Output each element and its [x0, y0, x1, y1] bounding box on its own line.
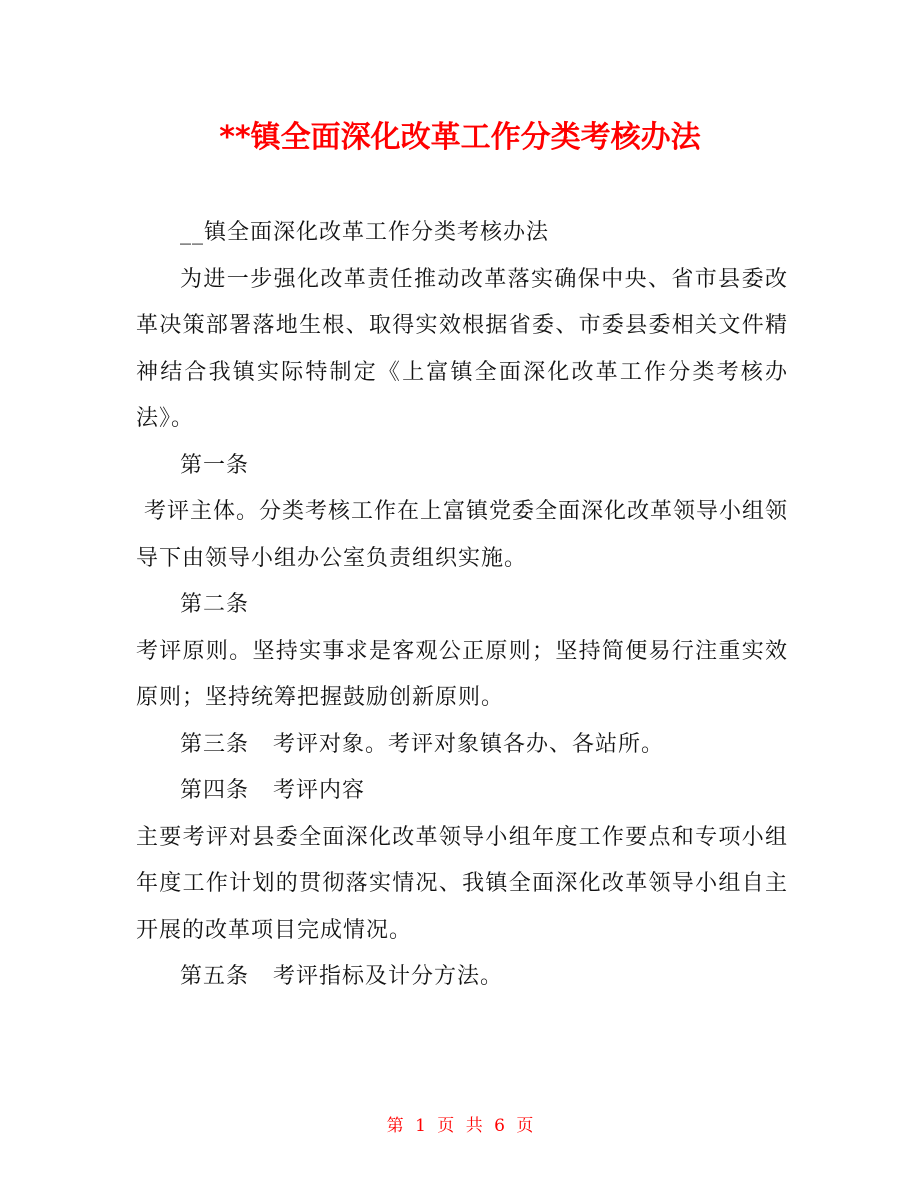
article-4-body: 主要考评对县委全面深化改革领导小组年度工作要点和专项小组年度工作计划的贯彻落实情况、我镇全面深化改革领导小组自主开展的改革项目完成情况。	[136, 824, 788, 943]
paragraph-subtitle: __镇全面深化改革工作分类考核办法	[180, 220, 550, 245]
article-2-body: 考评原则。坚持实事求是客观公正原则；坚持简便易行注重实效原则；坚持统筹把握鼓励创新原则。	[136, 638, 788, 710]
document-title: **镇全面深化改革工作分类考核办法	[219, 120, 701, 155]
article-1-body: 考评主体。分类考核工作在上富镇党委全面深化改革领导小组领导下由领导小组办公室负责组织实施。	[136, 499, 789, 571]
article-3: 第三条 考评对象。考评对象镇各办、各站所。	[180, 731, 664, 757]
paragraph-intro: 为进一步强化改革责任推动改革落实确保中央、省市县委改革决策部署落地生根、取得实效根据省委、市委县委相关文件精神结合我镇实际特制定《上富镇全面深化改革工作分类考核办法》。	[136, 266, 788, 431]
document-body	[136, 210, 788, 1001]
article-1-heading: 第一条	[180, 452, 250, 478]
article-4-heading: 第四条 考评内容	[180, 778, 365, 803]
article-2-heading: 第二条	[180, 592, 250, 617]
article-5-heading: 第五条 考评指标及计分方法。	[180, 964, 503, 989]
page-number-footer: 第 1 页 共 6 页	[386, 1116, 534, 1136]
